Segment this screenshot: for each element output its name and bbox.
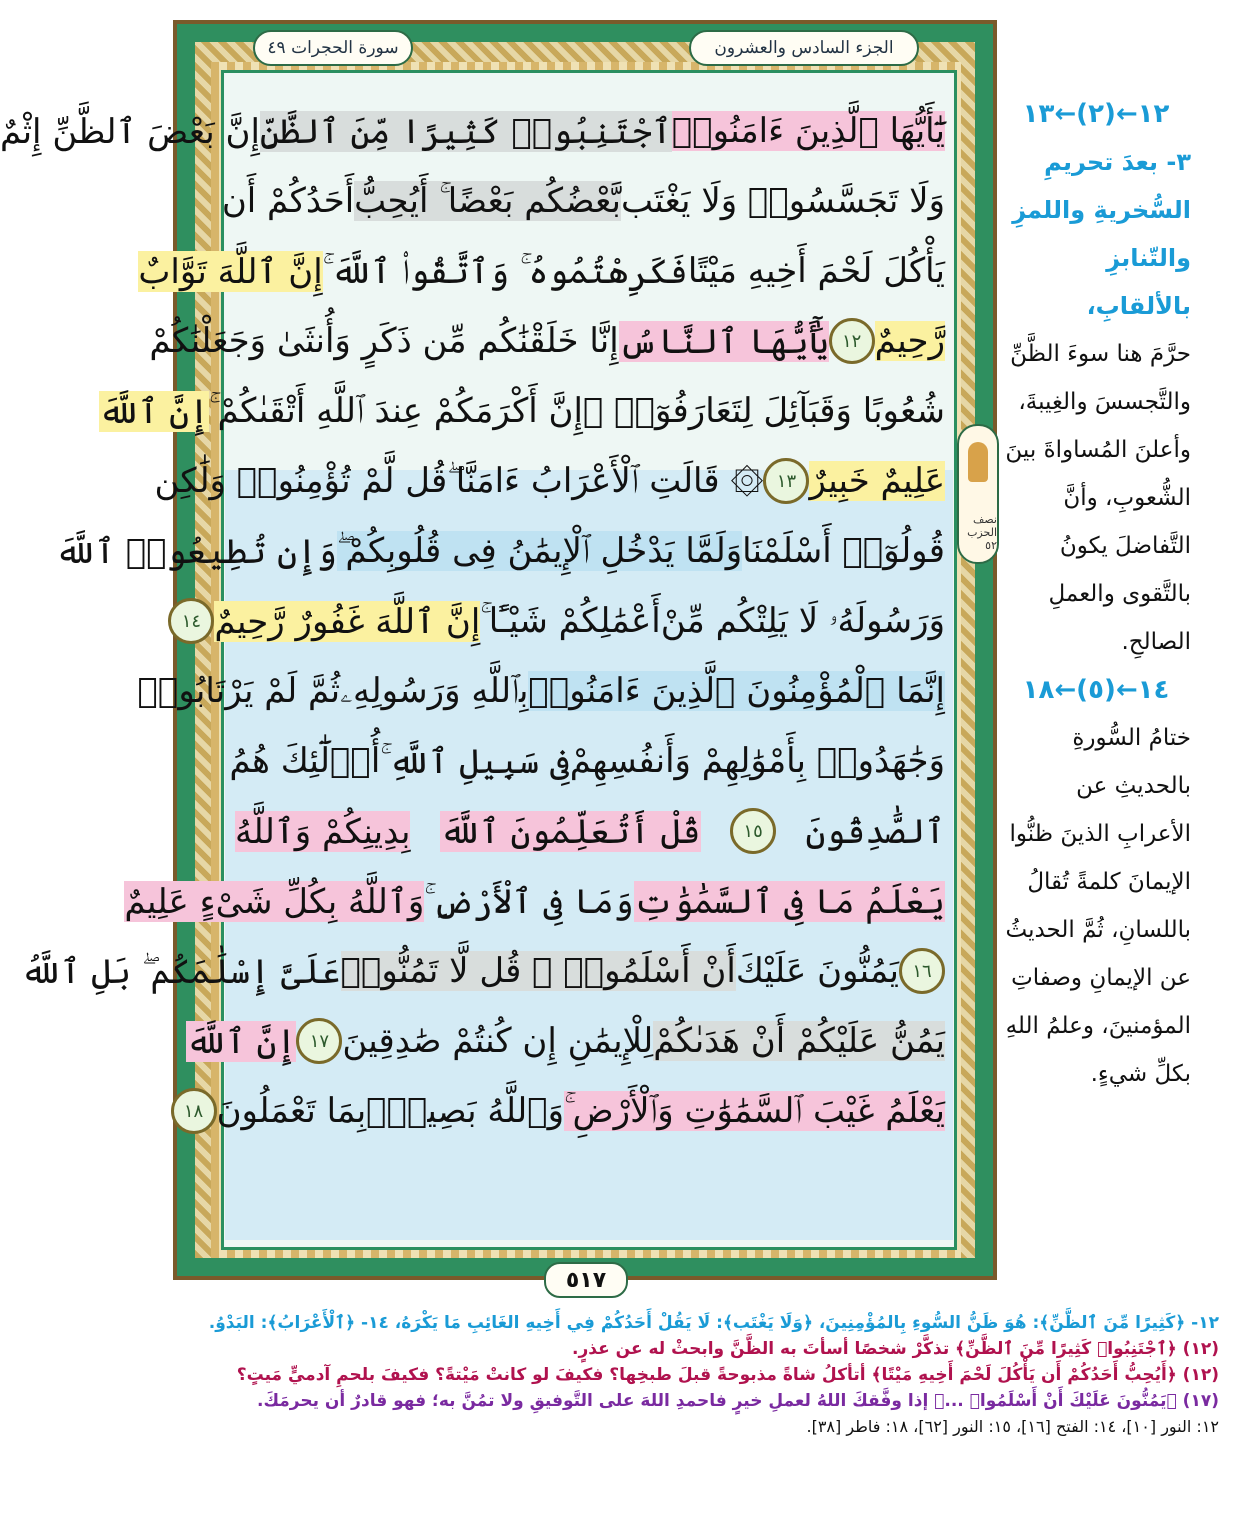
verse-range-1: ١٢←(٢)←١٣ <box>1022 99 1170 129</box>
verse-segment: يَعْلَمُ مَا فِى ٱلسَّمَٰوَٰتِ <box>633 881 945 922</box>
verse-line-5 <box>98 380 945 442</box>
verse-segment: وَمَا فِى ٱلْأَرْضِ ۚ <box>424 881 634 922</box>
verse-segment: شُعُوبًا وَقَبَآئِلَ لِتَعَارَفُوٓا۟ ۚ <box>582 391 945 431</box>
verse-segment: فِى سَبِيلِ ٱللَّهِ ۚ <box>380 741 570 782</box>
note-1: (١٢) ﴿ٱجْتَنِبُوا۟ كَثِيرًا مِّنَ ٱلظَّنِّ﴾ تذكَّرْ شخصًا أسأتَ به الظَّنَّ وابحثْ له عن عذرٍ. <box>572 1339 1219 1359</box>
verse-segment: إِنَّمَا ٱلْمُؤْمِنُونَ ٱلَّذِينَ ءَامَنُوا۟ <box>528 671 945 711</box>
note-3: (١٧) ﴿يَمُنُّونَ عَلَيْكَ أَنْ أَسْلَمُوا۟ ...﴾ إذا وفَّقكَ اللهُ لعملِ خيرٍ فاحمدِ اللهَ على التَّوفيقِ ولا تمُنَّ به؛ فهو قادرٌ أن يحرمَكَ. <box>256 1391 1219 1411</box>
verse-line-6 <box>154 450 945 512</box>
verse-segment: فَكَرِهْتُمُوهُ ۚ وَٱتَّقُوا۟ ٱللَّهَ ۚ <box>322 251 688 292</box>
hizb-label: نصف الحزب ٥٢ <box>967 513 997 552</box>
verse-segment: يَمُنُّ عَلَيْكُمْ أَنْ هَدَىٰكُمْ <box>653 1021 945 1061</box>
verse-segment: عَلِيمٌ خَبِيرٌ <box>809 461 945 501</box>
verse-segment: وَٱللَّهُ بَصِيرٌۢ <box>366 1091 565 1131</box>
verse-line-2 <box>221 170 945 232</box>
verse-segment: قُلْ أَتُعَلِّمُونَ ٱللَّهَ <box>439 811 701 852</box>
verse-segment: يَٰٓأَيُّهَا ٱلنَّاسُ <box>618 321 829 362</box>
verse-segment: إِنَّ ٱللَّهَ تَوَّابٌ <box>138 251 323 292</box>
ayah-number-18: ١٨ <box>171 1088 217 1134</box>
verse-segment: يَأْكُلَ لَحْمَ أَخِيهِ مَيْتًا <box>687 251 945 291</box>
hizb-marker <box>957 424 999 564</box>
sidebar-body-1: حرَّمَ هنا سوءَ الظَّنِّ والتَّجسسَ والغِيبةَ، وأعلنَ المُساواةَ بينَ الشُّعوبِ، وأنَّ التَّفاضلَ يكونُ بالتَّقوى والعملِ الصالحِ. <box>1005 341 1191 655</box>
verse-segment: أَنْ أَسْلَمُوا۟ ۖ قُل لَّا تَمُنُّوا۟ <box>340 951 736 991</box>
ayah-number-13: ١٣ <box>763 458 809 504</box>
verse-segment: ٱجْتَنِبُوا۟ كَثِيرًا مِّنَ ٱلظَّنِّ <box>259 111 672 152</box>
verse-segment: رَّحِيمٌ <box>874 321 945 361</box>
verse-line-15 <box>183 1080 945 1142</box>
verse-segment: وَلَمَّا يَدْخُلِ ٱلْإِيمَٰنُ فِى قُلُوبِكُمْ ۖ <box>336 531 743 571</box>
verse-line-7 <box>55 520 945 582</box>
verse-segment: وَٱللَّهُ بِكُلِّ شَىْءٍ عَلِيمٌ <box>124 881 425 922</box>
verse-segment: بِدِينِكُمْ وَٱللَّهُ <box>235 811 411 852</box>
verse-line-4 <box>149 310 945 372</box>
ayah-number-14: ١٤ <box>168 598 214 644</box>
verse-line-14 <box>185 1010 945 1072</box>
verse-line-10 <box>229 730 945 792</box>
verse-range-2: ١٤←(٥)←١٨ <box>1022 675 1170 705</box>
verse-segment: يَمُنُّونَ عَلَيْكَ <box>735 951 899 991</box>
verse-segment: إِنَّ بَعْضَ ٱلظَّنِّ إِثْمٌ <box>0 111 260 152</box>
ayah-number-12: ١٢ <box>829 318 875 364</box>
verse-segment: وَرَسُولَهُۥ لَا يَلِتْكُم مِّنْ <box>660 601 945 641</box>
verse-segment: عَلَىَّ إِسْلَٰمَكُم ۖ بَلِ ٱللَّهُ <box>20 951 341 992</box>
ayah-number-15: ١٥ <box>730 808 776 854</box>
verse-line-12 <box>124 870 945 932</box>
verse-segment: أُو۟لَٰٓئِكَ هُمُ <box>229 741 381 781</box>
verse-segment: إِنَّا خَلَقْنَٰكُم مِّن ذَكَرٍ وَأُنثَىٰ وَجَعَلْنَٰكُمْ <box>149 321 619 361</box>
sidebar-body-2: ختامُ السُّورةِ بالحديثِ عن الأعرابِ الذينَ ظنُّوا الإيمانَ كلمةً تُقالُ باللسانِ، ثُمَّ الحديثُ عن الإيمانِ وصفاتِ المؤمنينَ، وعلمُ اللهِ بكلِّ شيءٍ. <box>1005 725 1191 1087</box>
verse-segment: أَعْمَٰلِكُمْ شَيْـًٔا ۚ <box>480 601 661 641</box>
word-gloss: ١٢- ﴿كَثِيرًا مِّنَ ٱلظَّنِّ﴾: هُوَ ظَنُّ السُّوءِ بِالمُؤْمِنِينَ، ﴿وَلَا يَغْتَب﴾: لَا يَقُلْ أَحَدُكُمْ فِي أَخِيهِ الغَائِبِ مَا يَكْرَهُ، ١٤- ﴿ٱلْأَعْرَابُ﴾: البَدْوُ. <box>208 1313 1219 1333</box>
ayah-number-16: ١٦ <box>899 948 945 994</box>
verse-segment: بِمَا تَعْمَلُونَ <box>216 1091 367 1131</box>
verse-segment: أَحَدُكُمْ أَن <box>221 181 355 221</box>
verse-segment: إِنَّ ٱللَّهَ <box>98 391 210 432</box>
verse-segment: ۞ قَالَتِ ٱلْأَعْرَابُ ءَامَنَّا ۖ <box>447 461 764 501</box>
verse-segment: إِنَّ أَكْرَمَكُمْ عِندَ ٱللَّهِ أَتْقَىٰكُمْ ۚ <box>209 391 583 431</box>
verse-segment: قُل لَّمْ تُؤْمِنُوا۟ وَلَٰكِن <box>154 461 448 501</box>
ayah-number-17: ١٧ <box>296 1018 342 1064</box>
sidebar-topic: ٣- بعدَ تحريمِ السُّخريةِ واللمزِ والتّنابزِ بالألقابِ، <box>1012 148 1191 320</box>
verse-segment: يَعْلَمُ غَيْبَ ٱلسَّمَٰوَٰتِ وَٱلْأَرْضِ ۚ <box>564 1091 945 1131</box>
verse-line-1 <box>0 100 945 162</box>
note-2: (١٢) ﴿أَيُحِبُّ أَحَدُكُمْ أَن يَأْكُلَ لَحْمَ أَخِيهِ مَيْتًا﴾ أتأكلُ شاةً مذبوحةً قبلَ طبخِها؟ فكيفَ لو كانتْ مَيْتةً؟ فكيفَ بلحمِ آدميٍّ مَيتٍ؟ <box>236 1365 1219 1385</box>
verse-segment: وَجَٰهَدُوا۟ بِأَمْوَٰلِهِمْ وَأَنفُسِهِمْ <box>569 741 945 781</box>
hizb-ornament-icon <box>968 442 988 482</box>
verse-segment: لِلْإِيمَٰنِ إِن كُنتُمْ صَٰدِقِينَ <box>342 1021 654 1061</box>
surah-label: سورة الحجرات ٤٩ <box>253 30 413 66</box>
verse-line-11 <box>235 800 945 862</box>
verse-line-9 <box>137 660 945 722</box>
verse-segment: بِٱللَّهِ وَرَسُولِهِۦ <box>340 671 529 711</box>
verse-segment: يَٰٓأَيُّهَا ٱلَّذِينَ ءَامَنُوا۟ <box>671 111 945 151</box>
verse-segment: ثُمَّ لَمْ يَرْتَابُوا۟ <box>137 671 341 711</box>
verse-segment: إِنَّ ٱللَّهَ غَفُورٌ رَّحِيمٌ <box>214 601 481 642</box>
verse-line-8 <box>181 590 945 652</box>
verse-segment: وَلَا تَجَسَّسُوا۟ وَلَا يَغْتَب <box>621 181 945 221</box>
juz-label: الجزء السادس والعشرون <box>689 30 919 66</box>
verse-line-3 <box>138 240 945 302</box>
verse-segment: بَّعْضُكُم بَعْضًا ۚ أَيُحِبُّ <box>354 181 621 221</box>
verse-segment: إِنَّ ٱللَّهَ <box>185 1021 297 1062</box>
verse-segment: قُولُوٓا۟ أَسْلَمْنَا <box>742 531 945 571</box>
verse-line-13 <box>20 940 945 1002</box>
tafsir-sidebar <box>1001 90 1191 1098</box>
verse-segment: وَإِن تُطِيعُوا۟ ٱللَّهَ <box>55 531 337 572</box>
cross-references: ١٢: النور [١٠]، ١٤: الفتح [١٦]، ١٥: النور [٦٢]، ١٨: فاطر [٣٨]. <box>806 1417 1219 1436</box>
verse-segment: ٱلصَّٰدِقُونَ <box>805 811 945 852</box>
page-number: ٥١٧ <box>544 1262 628 1298</box>
footnotes <box>179 1310 1219 1440</box>
